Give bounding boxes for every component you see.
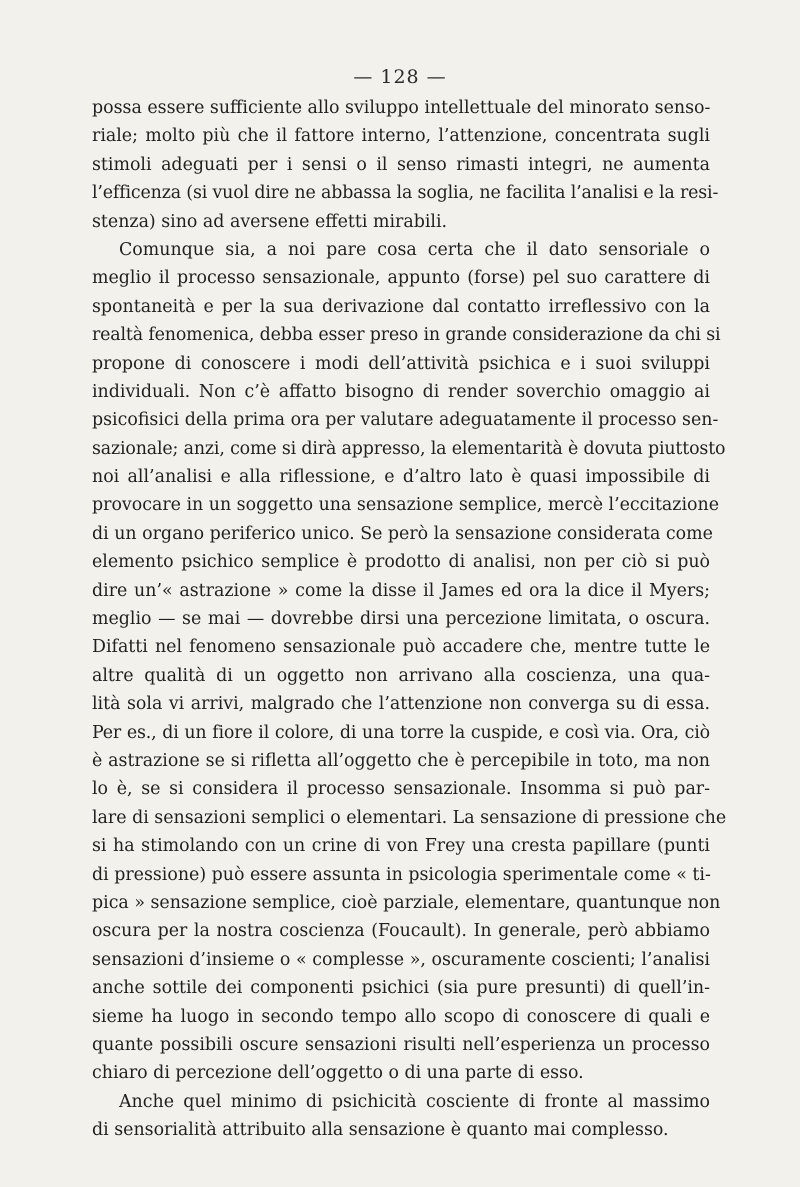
text-line: lare di sensazioni semplici o elementari. La sensazione di pressione che <box>92 807 727 828</box>
paragraph-2 <box>92 236 727 1088</box>
text-line: chiaro di percezione dell’oggetto o di una parte di esso. <box>92 1063 584 1084</box>
text-line: sazionale; anzi, come si dirà appresso, la elementarità è dovuta piuttosto <box>92 438 726 459</box>
body-text <box>92 94 727 1144</box>
text-line: elemento psichico semplice è prodotto di analisi, non per ciò si può <box>92 552 710 573</box>
text-line: l’efficenza (si vuol dire ne abbassa la soglia, ne facilita l’analisi e la resi- <box>92 183 719 204</box>
text-line: realtà fenomenica, debba esser preso in grande considerazione da chi si <box>92 325 721 346</box>
text-line: altre qualità di un oggetto non arrivano alla coscienza, una qua- <box>92 665 710 686</box>
text-line: Comunque sia, a noi pare cosa certa che il dato sensoriale o <box>119 239 710 260</box>
text-line: di sensorialità attribuito alla sensazione è quanto mai complesso. <box>92 1120 669 1141</box>
page-number: — 128 — <box>353 66 447 88</box>
text-line: psicofisici della prima ora per valutare adeguatamente il processo sen- <box>92 410 719 431</box>
text-line: dire un’« astrazione » come la disse il James ed ora la dice il Myers; <box>92 580 710 601</box>
text-line: pica » sensazione semplice, cioè parziale, elementare, quantunque non <box>92 892 721 913</box>
text-line: sensazioni d’insieme o « complesse », oscuramente coscienti; l’analisi <box>92 949 710 970</box>
text-line: provocare in un soggetto una sensazione semplice, mercè l’eccitazione <box>92 495 719 516</box>
paragraph-3 <box>92 1088 710 1145</box>
text-line: stimoli adeguati per i sensi o il senso rimasti integri, ne aumenta <box>92 154 710 175</box>
text-line: quante possibili oscure sensazioni risulti nell’esperienza un processo <box>92 1034 710 1055</box>
text-line: meglio il processo sensazionale, appunto (forse) pel suo carattere di <box>92 268 710 289</box>
paragraph-1 <box>92 94 719 236</box>
text-line: sieme ha luogo in secondo tempo allo scopo di conoscere di quali e <box>92 1006 710 1027</box>
text-line: di pressione) può essere assunta in psicologia sperimentale come « ti- <box>92 864 711 885</box>
text-line: è astrazione se si rifletta all’oggetto che è percepibile in toto, ma non <box>92 750 710 771</box>
text-line: riale; molto più che il fattore interno, l’attenzione, concentrata sugli <box>92 126 710 147</box>
text-line: oscura per la nostra coscienza (Foucault). In generale, però abbiamo <box>92 921 710 942</box>
text-line: Per es., di un fiore il colore, di una torre la cuspide, e così via. Ora, ciò <box>92 722 710 743</box>
text-line: meglio — se mai — dovrebbe dirsi una percezione limitata, o oscura. <box>92 609 710 630</box>
text-line: propone di conoscere i modi dell’attività psichica e i suoi sviluppi <box>92 353 710 374</box>
text-line: Difatti nel fenomeno sensazionale può accadere che, mentre tutte le <box>92 637 710 658</box>
text-line: stenza) sino ad aversene effetti mirabili. <box>92 211 448 232</box>
text-line: possa essere sufficiente allo sviluppo intellettuale del minorato senso- <box>92 98 711 118</box>
text-line: lità sola vi arrivi, malgrado che l’attenzione non converga su di essa. <box>92 694 710 715</box>
text-line: di un organo periferico unico. Se però la sensazione considerata come <box>92 523 713 544</box>
text-line: si ha stimolando con un crine di von Frey una cresta papillare (punti <box>92 836 710 857</box>
text-line: lo è, se si considera il processo sensazionale. Insomma si può par- <box>92 779 710 800</box>
text-line: individuali. Non c’è affatto bisogno di render soverchio omaggio ai <box>92 381 710 402</box>
text-line: anche sottile dei componenti psichici (sia pure presunti) di quell’in- <box>92 978 710 999</box>
text-line: spontaneità e per la sua derivazione dal contatto irreflessivo con la <box>92 296 710 317</box>
text-line: Anche quel minimo di psichicità cosciente di fronte al massimo <box>119 1091 710 1112</box>
text-line: noi all’analisi e alla riflessione, e d’altro lato è quasi impossibile di <box>92 467 710 488</box>
